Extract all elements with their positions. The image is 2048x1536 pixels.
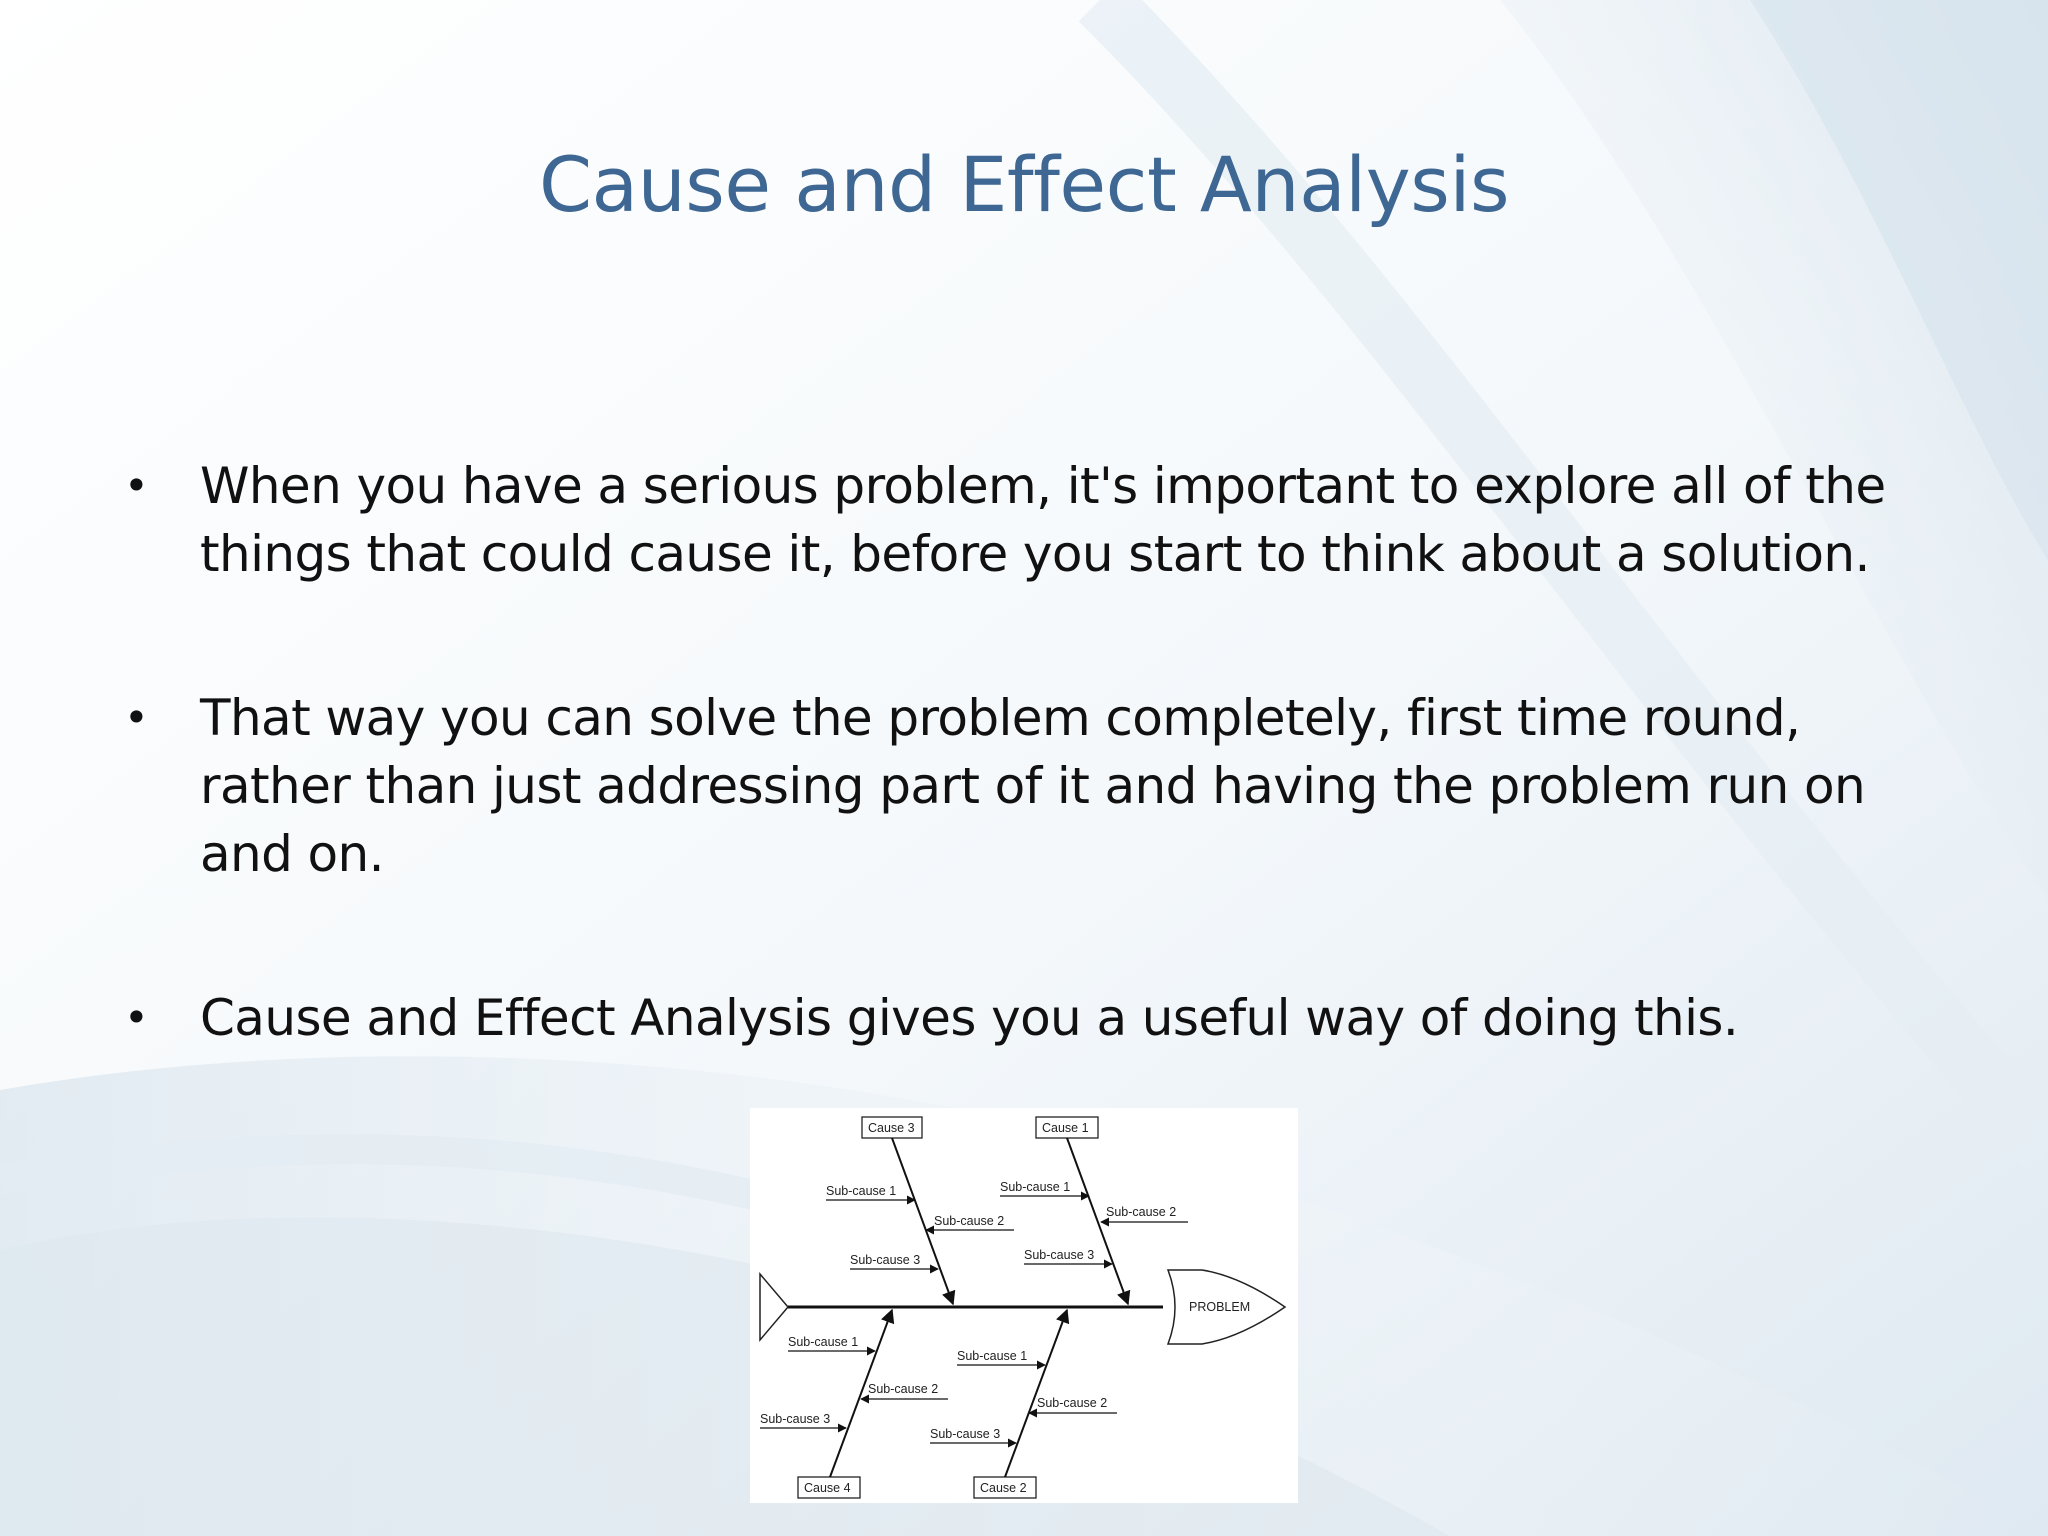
- bullet-text: When you have a serious problem, it's important to explore all of the things that could cause it, before you start to think about a solution.: [200, 457, 1886, 583]
- sub-cause-label: Sub-cause 3: [760, 1412, 831, 1426]
- sub-cause-label: Sub-cause 1: [1000, 1180, 1071, 1194]
- sub-cause-label: Sub-cause 1: [957, 1349, 1028, 1363]
- sub-cause-label: Sub-cause 2: [868, 1382, 939, 1396]
- sub-cause-label: Sub-cause 3: [930, 1427, 1001, 1441]
- bullet-item: [118, 984, 1948, 1052]
- sub-cause-label: Sub-cause 2: [1037, 1396, 1108, 1410]
- fishbone-diagram: [750, 1108, 1298, 1503]
- sub-cause-label: Sub-cause 2: [934, 1214, 1005, 1228]
- cause-label: Cause 2: [980, 1481, 1027, 1495]
- sub-cause-label: Sub-cause 3: [1024, 1248, 1095, 1262]
- cause-label: Cause 4: [804, 1481, 851, 1495]
- fish-tail: [760, 1274, 788, 1340]
- bullet-text: That way you can solve the problem completely, first time round, rather than just addressing part of it and having the problem run on and on.: [200, 689, 1866, 883]
- sub-cause-label: Sub-cause 3: [850, 1253, 921, 1267]
- sub-cause-label: Sub-cause 1: [788, 1335, 859, 1349]
- bullet-item: [118, 684, 1948, 888]
- slide-title: Cause and Effect Analysis: [538, 140, 1510, 229]
- cause-label: Cause 3: [868, 1121, 915, 1135]
- cause-bone: [1005, 1310, 1067, 1477]
- bullet-list: [118, 452, 1948, 1052]
- bullet-icon: •: [124, 693, 149, 742]
- sub-cause-label: Sub-cause 1: [826, 1184, 897, 1198]
- cause-bone: [1067, 1138, 1128, 1304]
- bullet-icon: •: [124, 993, 149, 1042]
- cause-label: Cause 1: [1042, 1121, 1089, 1135]
- bullet-item: [118, 452, 1948, 588]
- sub-cause-label: Sub-cause 2: [1106, 1205, 1177, 1219]
- bullet-text: Cause and Effect Analysis gives you a useful way of doing this.: [200, 989, 1739, 1047]
- problem-label: PROBLEM: [1189, 1300, 1251, 1314]
- bullet-icon: •: [124, 461, 149, 510]
